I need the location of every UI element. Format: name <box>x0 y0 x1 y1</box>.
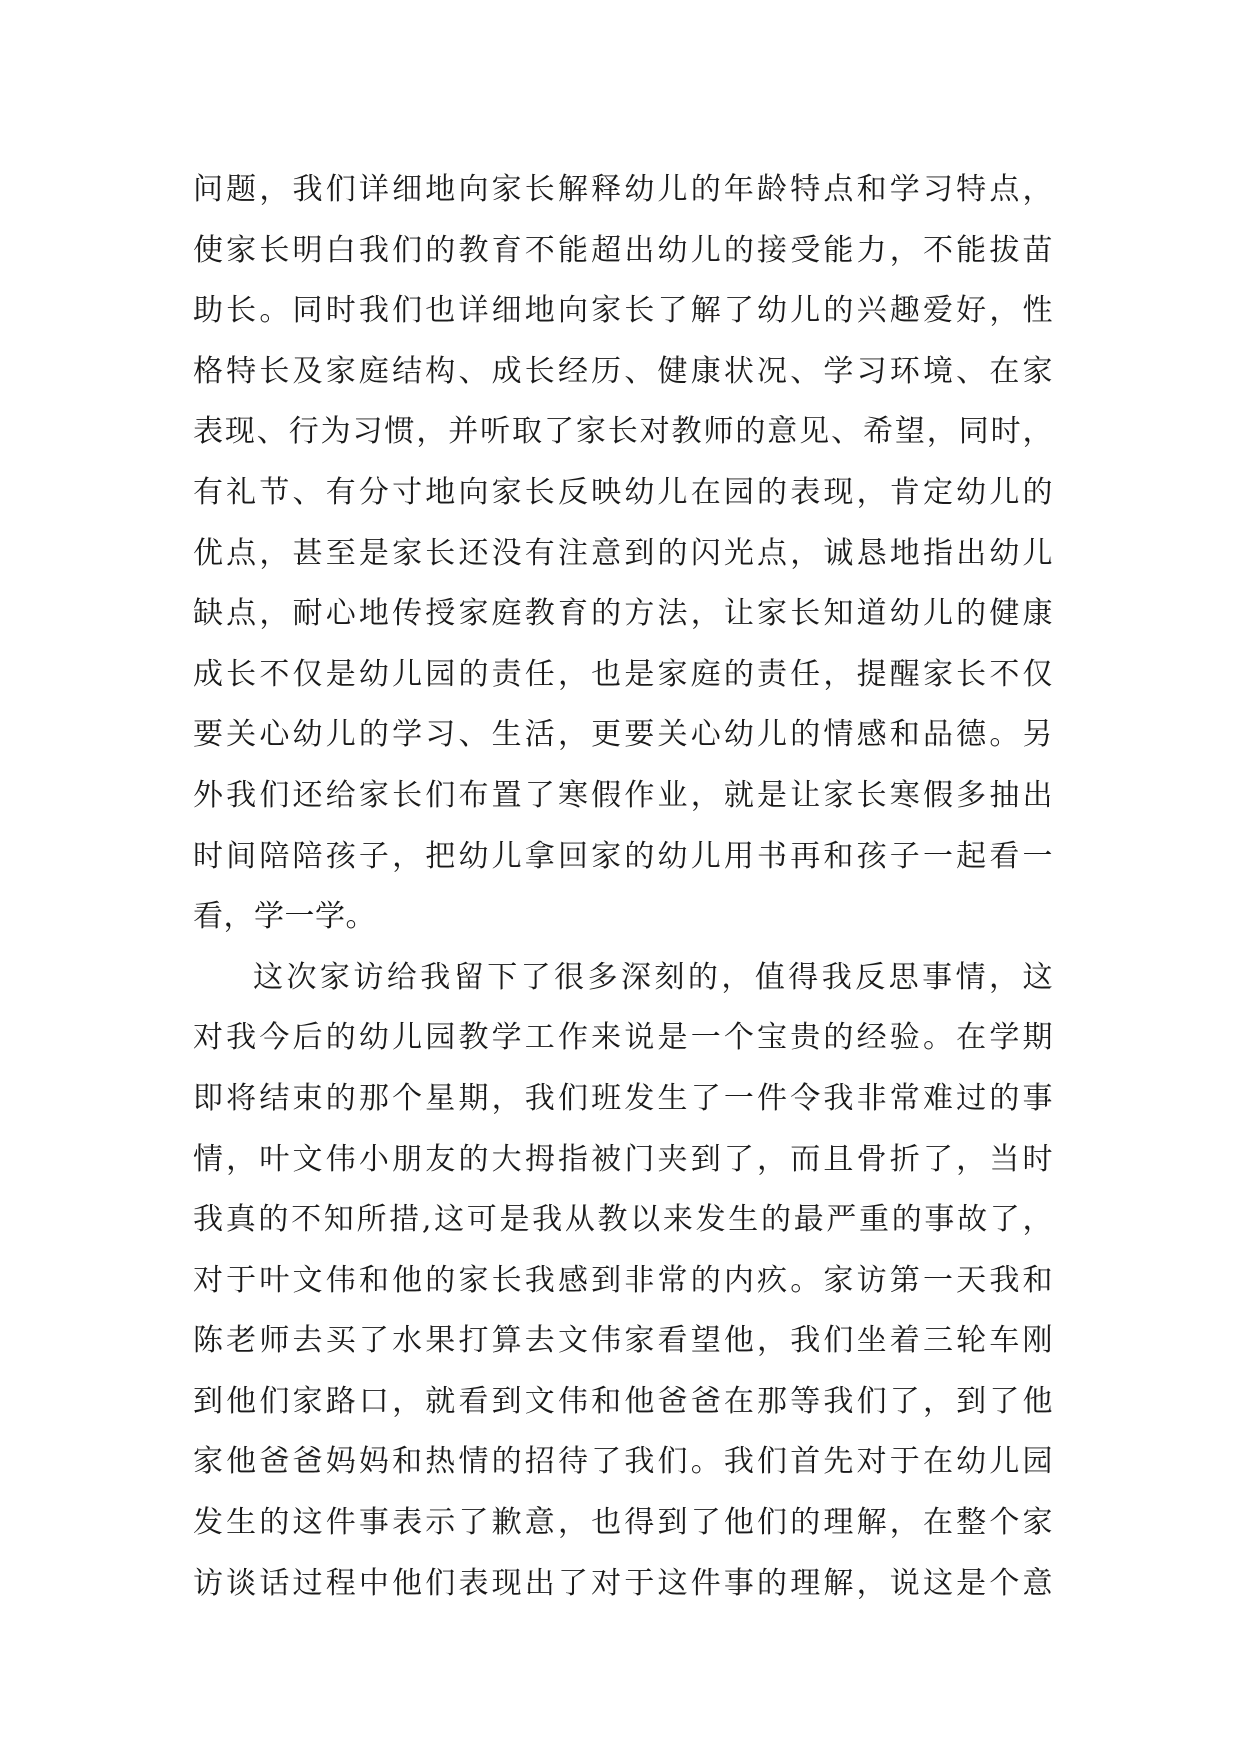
text-line: 看，学一学。 <box>193 899 376 935</box>
text-line: 对于叶文伟和他的家长我感到非常的内疚。家访第一天我和 <box>193 1262 1053 1298</box>
text-line: 成长不仅是幼儿园的责任，也是家庭的责任，提醒家长不仅 <box>193 656 1053 692</box>
text-line: 助长。同时我们也详细地向家长了解了幼儿的兴趣爱好，性 <box>193 293 1053 329</box>
text-line: 使家长明白我们的教育不能超出幼儿的接受能力，不能拔苗 <box>193 232 1053 268</box>
text-line: 我真的不知所措,这可是我从教以来发生的最严重的事故了， <box>193 1202 1053 1238</box>
text-line: 表现、行为习惯，并听取了家长对教师的意见、希望，同时， <box>193 414 1053 450</box>
paragraph-2 <box>193 948 1053 1615</box>
text-line: 发生的这件事表示了歉意，也得到了他们的理解，在整个家 <box>193 1505 1053 1541</box>
text-line: 优点，甚至是家长还没有注意到的闪光点，诚恳地指出幼儿 <box>193 535 1053 571</box>
text-line: 有礼节、有分寸地向家长反映幼儿在园的表现，肯定幼儿的 <box>193 474 1053 510</box>
text-line: 缺点，耐心地传授家庭教育的方法，让家长知道幼儿的健康 <box>193 596 1053 632</box>
text-line: 时间陪陪孩子，把幼儿拿回家的幼儿用书再和孩子一起看一 <box>193 838 1053 874</box>
text-line: 问题，我们详细地向家长解释幼儿的年龄特点和学习特点， <box>193 172 1053 207</box>
text-line: 情，叶文伟小朋友的大拇指被门夹到了，而且骨折了，当时 <box>193 1141 1053 1177</box>
text-line: 对我今后的幼儿园教学工作来说是一个宝贵的经验。在学期 <box>193 1020 1053 1056</box>
body-text <box>193 160 1053 1614</box>
text-line: 到他们家路口，就看到文伟和他爸爸在那等我们了，到了他 <box>193 1383 1053 1419</box>
text-line: 即将结束的那个星期，我们班发生了一件令我非常难过的事 <box>193 1080 1053 1116</box>
text-line: 外我们还给家长们布置了寒假作业，就是让家长寒假多抽出 <box>193 777 1053 813</box>
text-line: 格特长及家庭结构、成长经历、健康状况、学习环境、在家 <box>193 353 1053 389</box>
text-line: 要关心幼儿的学习、生活，更要关心幼儿的情感和品德。另 <box>193 717 1053 753</box>
text-line: 家他爸爸妈妈和热情的招待了我们。我们首先对于在幼儿园 <box>193 1444 1053 1480</box>
text-line: 访谈话过程中他们表现出了对于这件事的理解，说这是个意 <box>193 1565 1053 1601</box>
text-line: 这次家访给我留下了很多深刻的，值得我反思事情，这 <box>253 959 1053 995</box>
paragraph-1 <box>193 160 1053 948</box>
text-line: 陈老师去买了水果打算去文伟家看望他，我们坐着三轮车刚 <box>193 1323 1053 1359</box>
